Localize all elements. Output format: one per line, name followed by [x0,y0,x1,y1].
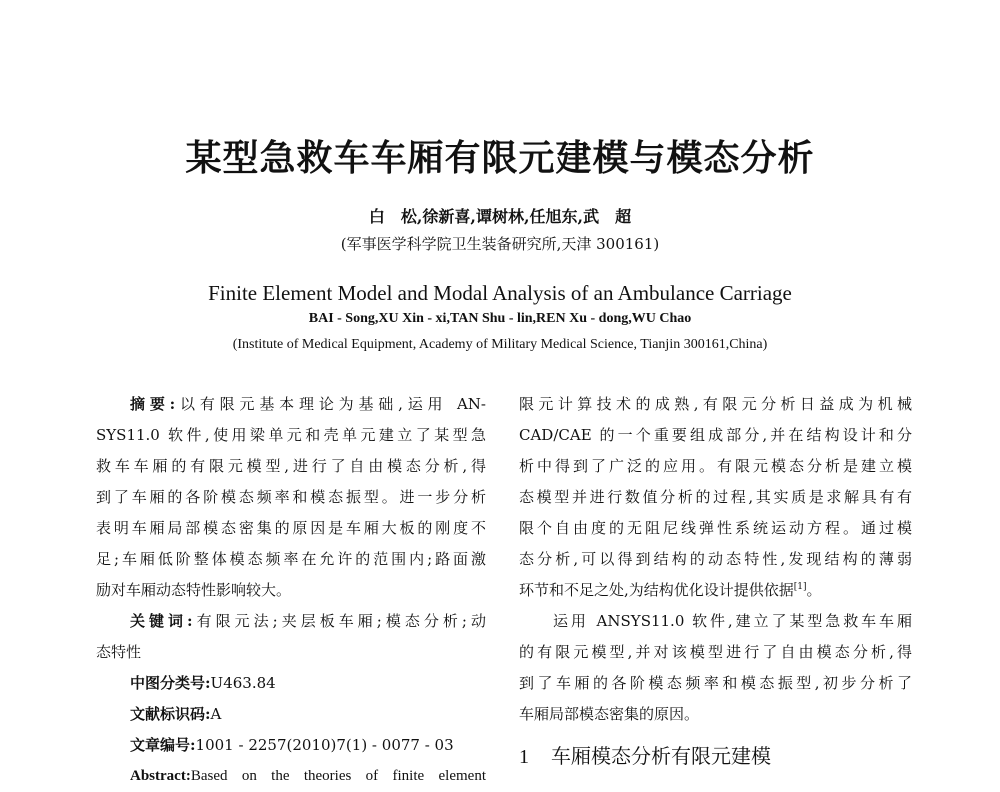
abstract-line: 足;车厢低阶整体模态频率在允许的范围内;路面激 [96,550,486,568]
body-text: 环节和不足之处,为结构优化设计提供依据 [519,581,794,599]
authors-chinese: 白 松,徐新喜,谭树林,任旭东,武 超 [368,207,632,226]
body-line: 态分析,可以得到结构的动态特性,发现结构的薄弱 [519,550,912,568]
abstract-line: SYS11.0 软件,使用梁单元和壳单元建立了某型急 [96,426,486,444]
keywords-line [96,606,486,637]
clc-line [96,668,486,699]
authors-english: BAI - Song,XU Xin - xi,TAN Shu - lin,REN Xu - dong,WU Chao [308,311,692,326]
body-line [519,575,912,606]
abstract-english-text: Based on the theories of finite element [190,768,486,784]
paper-title: 某型急救车车厢有限元建模与模态分析 [185,137,815,179]
body-line: 的有限元模型,并对该模型进行了自由模态分析,得 [519,643,912,661]
abstract-line: 救车车厢的有限元模型,进行了自由模态分析,得 [96,457,486,475]
abstract-line: 到了车厢的各阶模态频率和模态振型。进一步分析 [96,488,486,506]
body-line: CAD/CAE 的一个重要组成部分,并在结构设计和分 [519,426,912,444]
section-heading [519,736,912,776]
body-line: 态模型并进行数值分析的过程,其实质是求解具有有 [519,488,912,506]
doc-code-label: 文献标识码: [130,705,211,723]
body-line: 到了车厢的各阶模态频率和模态振型,初步分析了 [519,674,912,692]
section-number: 1 [519,746,529,768]
abstract-text: 以有限元基本理论为基础,运用 AN- [175,395,486,413]
abstract-line: 表明车厢局部模态密集的原因是车厢大板的刚度不 [96,519,486,537]
body-line: 运用 ANSYS11.0 软件,建立了某型急救车车厢 [553,612,912,630]
body-line: 析中得到了广泛的应用。有限元模态分析是建立模 [519,457,912,475]
affiliation-english: (Institute of Medical Equipment, Academy of Military Medical Science, Tianjin 300161,China) [232,337,768,352]
section-title: 车厢模态分析有限元建模 [551,744,771,768]
article-no-label: 文章编号: [130,736,196,754]
abstract-line [96,389,486,420]
abstract-label: 摘要: [130,395,176,413]
body-line: 限元计算技术的成熟,有限元分析日益成为机械 [519,395,912,413]
article-no-value: 1001 - 2257(2010)7(1) - 0077 - 03 [195,736,454,754]
body-line: 限个自由度的无阻尼线弹性系统运动方程。通过模 [519,519,912,537]
body-text-end: 。 [806,581,822,599]
keywords-text: 有限元法;夹层板车厢;模态分析;动 [192,612,486,630]
abstract-english-line [96,761,486,792]
left-column [96,389,486,792]
reference-mark: [1] [793,582,807,592]
clc-label: 中图分类号: [130,674,211,692]
clc-value: U463.84 [210,674,276,692]
article-no-line [96,730,486,761]
abstract-line: 励对车厢动态特性影响较大。 [96,581,292,599]
body-line: 车厢局部模态密集的原因。 [519,705,700,723]
abstract-english-label: Abstract: [130,768,191,784]
right-column [519,389,912,776]
keywords-line: 态特性 [96,643,142,661]
doc-code-value: A [210,705,222,723]
paper-title-english: Finite Element Model and Modal Analysis of an Ambulance Carriage [208,281,792,305]
affiliation-chinese: (军事医学科学院卫生装备研究所,天津 300161) [340,235,660,253]
doc-code-line [96,699,486,730]
keywords-label: 关键词: [130,612,193,630]
